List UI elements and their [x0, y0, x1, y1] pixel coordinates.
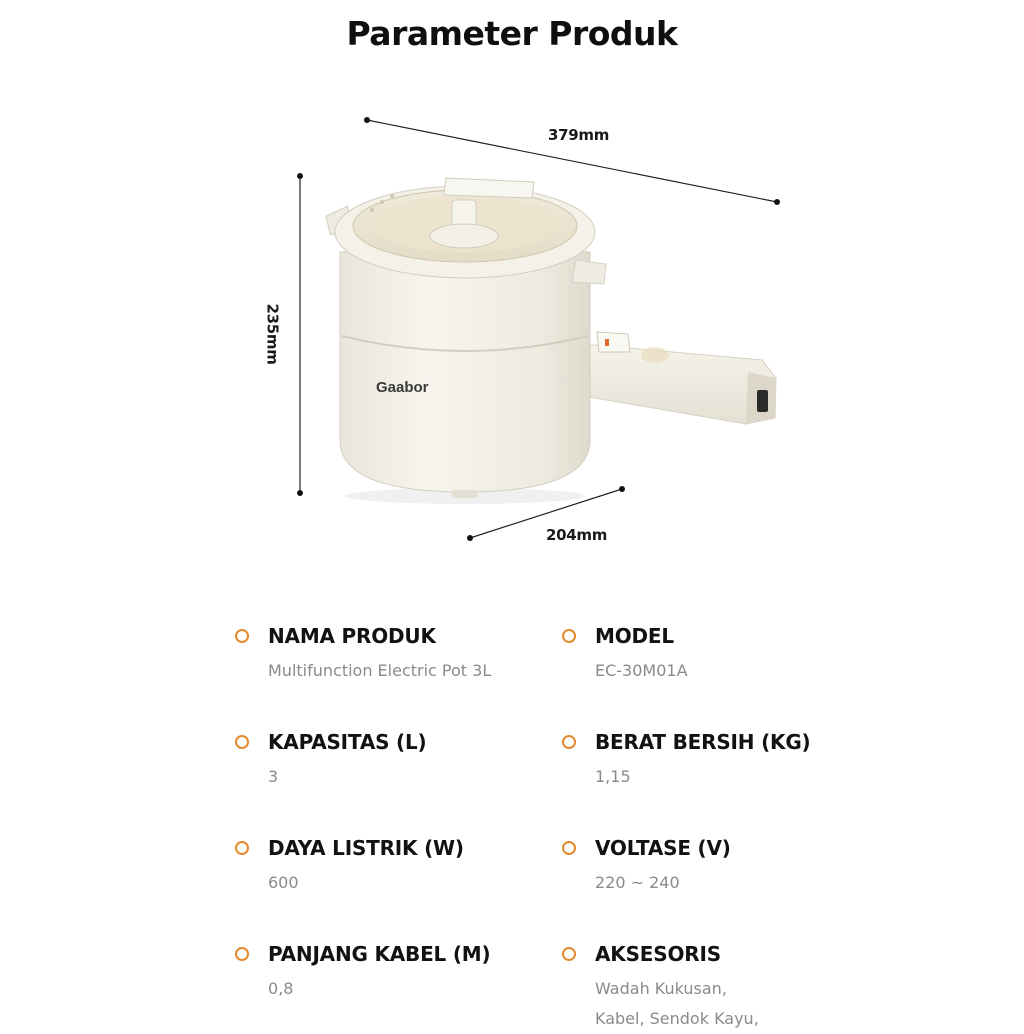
brand-logo: Gaabor — [376, 379, 429, 396]
spec-value: 3 — [268, 767, 279, 786]
spec-label: NAMA PRODUK — [268, 624, 436, 648]
spec-label: DAYA LISTRIK (W) — [268, 836, 464, 860]
width-dimension-label: 379mm — [548, 126, 610, 144]
spec-label: KAPASITAS (L) — [268, 730, 427, 754]
spec-value: EC-30M01A — [595, 661, 688, 680]
circle-bullet-icon — [562, 735, 576, 749]
height-dimension-line — [297, 173, 303, 496]
circle-bullet-icon — [235, 629, 249, 643]
spec-label: BERAT BERSIH (KG) — [595, 730, 811, 754]
circle-bullet-icon — [562, 841, 576, 855]
spec-label: VOLTASE (V) — [595, 836, 731, 860]
spec-value: 600 — [268, 873, 299, 892]
spec-value: 1,15 — [595, 767, 631, 786]
pot-body — [340, 252, 590, 498]
circle-bullet-icon — [235, 947, 249, 961]
height-dimension-label: 235mm — [263, 303, 282, 365]
spec-value: Multifunction Electric Pot 3L — [268, 661, 492, 680]
spec-value: Wadah Kukusan, Kabel, Sendok Kayu, — [595, 979, 759, 1028]
spec-value: 0,8 — [268, 979, 294, 998]
circle-bullet-icon — [235, 735, 249, 749]
spec-label: MODEL — [595, 624, 674, 648]
circle-bullet-icon — [562, 629, 576, 643]
pot-handle — [560, 332, 776, 424]
circle-bullet-icon — [235, 841, 249, 855]
spec-value: 220 ~ 240 — [595, 873, 680, 892]
page-title: Parameter Produk — [346, 14, 678, 53]
depth-dimension-label: 204mm — [546, 526, 608, 544]
spec-label: PANJANG KABEL (M) — [268, 942, 491, 966]
spec-label: AKSESORIS — [595, 942, 721, 966]
circle-bullet-icon — [562, 947, 576, 961]
